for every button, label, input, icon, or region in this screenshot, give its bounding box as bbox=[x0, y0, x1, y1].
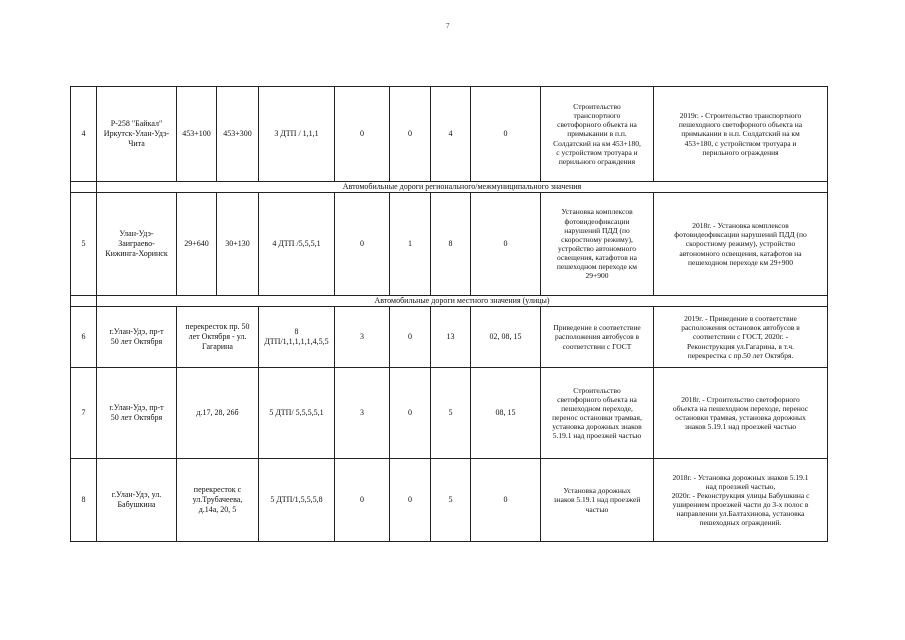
killed-count: 3 bbox=[335, 368, 390, 459]
section-spacer bbox=[71, 182, 97, 193]
planned-measures: Установка комплексов фотовидеофиксации нарушений ПДД (по скоростному режиму), устройство автономного освещения, катафотов на пешеходном переходе км 29+900 bbox=[541, 193, 654, 296]
planned-measures: Строительство светофорного объекта на пешеходном переходе, перенос остановки трамвая, установка дорожных знаков 5.19.1 над проезжей частью bbox=[541, 368, 654, 459]
accident-codes: 0 bbox=[471, 193, 541, 296]
section-title-local: Автомобильные дороги местного значения (улицы) bbox=[97, 296, 828, 307]
accident-codes: 08, 15 bbox=[471, 368, 541, 459]
injured-count: 13 bbox=[431, 307, 471, 368]
completed-measures: 2018г. - Установка дорожных знаков 5.19.1 над проезжей частью, 2020г. - Реконструкция улицы Бабушкина с уширением проезжей части до 3-х полос в направлении ул.Балтахинова, установка пешеходных ограждений. bbox=[654, 459, 828, 542]
road-name: Р-258 "Байкал" Иркутск-Улан-Удэ- Чита bbox=[97, 87, 177, 182]
section-header-row bbox=[71, 296, 828, 307]
location: перекресток с ул.Трубачеева, д.14а, 20, 5 bbox=[177, 459, 259, 542]
count-col-2: 0 bbox=[390, 459, 431, 542]
row-number: 7 bbox=[71, 368, 97, 459]
injured-count: 8 bbox=[431, 193, 471, 296]
table-row bbox=[71, 368, 828, 459]
killed-count: 0 bbox=[335, 193, 390, 296]
accident-codes: 02, 08, 15 bbox=[471, 307, 541, 368]
killed-count: 0 bbox=[335, 87, 390, 182]
count-col-2: 0 bbox=[390, 87, 431, 182]
accident-count: 5 ДТП/1,5,5,5,8 bbox=[259, 459, 335, 542]
injured-count: 5 bbox=[431, 368, 471, 459]
section-header-row bbox=[71, 182, 828, 193]
accident-codes: 0 bbox=[471, 87, 541, 182]
km-end: 453+300 bbox=[217, 87, 259, 182]
km-end: 30+130 bbox=[217, 193, 259, 296]
accident-count: 3 ДТП / 1,1,1 bbox=[259, 87, 335, 182]
count-col-2: 1 bbox=[390, 193, 431, 296]
row-number: 6 bbox=[71, 307, 97, 368]
road-name: Улан-Удэ- Заиграево- Кижинга-Хоринск bbox=[97, 193, 177, 296]
row-number: 5 bbox=[71, 193, 97, 296]
count-col-2: 0 bbox=[390, 368, 431, 459]
accident-count: 8 ДТП/1,1,1,1,1,4,5,5 bbox=[259, 307, 335, 368]
killed-count: 0 bbox=[335, 459, 390, 542]
page-number: 7 bbox=[446, 22, 450, 30]
road-name: г.Улан-Удэ, пр-т 50 лет Октября bbox=[97, 368, 177, 459]
accident-count: 4 ДТП /5,5,5,1 bbox=[259, 193, 335, 296]
planned-measures: Строительство транспортного светофорного объекта на примыкании в п.п. Солдатский на км 453+180, с устройством тротуара и перильного ограждения bbox=[541, 87, 654, 182]
row-number: 8 bbox=[71, 459, 97, 542]
table-row bbox=[71, 87, 828, 182]
location: перекресток пр. 50 лет Октября - ул. Гагарина bbox=[177, 307, 259, 368]
killed-count: 3 bbox=[335, 307, 390, 368]
injured-count: 5 bbox=[431, 459, 471, 542]
planned-measures: Установка дорожных знаков 5.19.1 над проезжей частью bbox=[541, 459, 654, 542]
accident-sites-table bbox=[70, 86, 828, 542]
accident-count: 5 ДТП/ 5,5,5,5,1 bbox=[259, 368, 335, 459]
accident-codes: 0 bbox=[471, 459, 541, 542]
km-start: 29+640 bbox=[177, 193, 217, 296]
row-number: 4 bbox=[71, 87, 97, 182]
injured-count: 4 bbox=[431, 87, 471, 182]
road-name: г.Улан-Удэ, ул. Бабушкина bbox=[97, 459, 177, 542]
section-spacer bbox=[71, 296, 97, 307]
section-title-regional: Автомобильные дороги регионального/межмуниципального значения bbox=[97, 182, 828, 193]
table-row bbox=[71, 193, 828, 296]
location: д.17, 28, 26б bbox=[177, 368, 259, 459]
completed-measures: 2018г. - Строительство светофорного объекта на пешеходном переходе, перенос остановки трамвая, установка дорожных знаков 5.19.1 над проезжей частью bbox=[654, 368, 828, 459]
completed-measures: 2018г. - Установка комплексов фотовидеофиксации нарушений ПДД (по скоростному режиму), устройство автономного освещения, катафотов на пешеходном переходе км 29+900 bbox=[654, 193, 828, 296]
km-start: 453+100 bbox=[177, 87, 217, 182]
table-row bbox=[71, 307, 828, 368]
table-row bbox=[71, 459, 828, 542]
road-name: г.Улан-Удэ, пр-т 50 лет Октября bbox=[97, 307, 177, 368]
completed-measures: 2019г. - Приведение в соответствие расположения остановок автобусов в соответствии с ГОСТ, 2020г. - Реконструкция ул.Гагарина, в т.ч. перекрестка с пр.50 лет Октября. bbox=[654, 307, 828, 368]
count-col-2: 0 bbox=[390, 307, 431, 368]
completed-measures: 2019г. - Строительство транспортного пешеходного светофорного объекта на примыкании в н.п. Солдатский на км 453+180, с устройством тротуара и перильного ограждения bbox=[654, 87, 828, 182]
planned-measures: Приведение в соответствие расположения автобусов в соответствии с ГОСТ bbox=[541, 307, 654, 368]
